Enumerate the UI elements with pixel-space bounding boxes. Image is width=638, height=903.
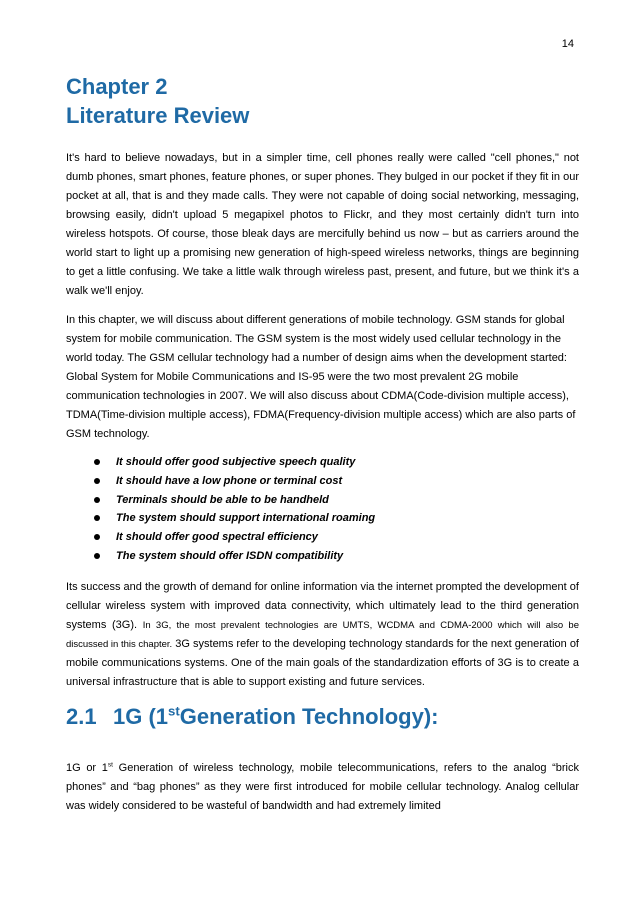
list-item: It should have a low phone or terminal cost	[66, 472, 579, 491]
paragraph-intro: It's hard to believe nowadays, but in a simpler time, cell phones really were called "cell phones," not dumb phones, smart phones, feature phones, or super phones. They bulged in our pocket if they fit in our pocket at all, that is and they made calls. They were not capable of doing social networking, messaging, browsing easily, didn't upload 5 megapixel photos to Flickr, and they most certainly didn't turn into wireless hotspots. Of course, those bleak days are mercifully behind us now – but as carriers around the world start to light up a promising new generation of high-speed wireless networks, things are beginning to get a little confusing. We take a little walk through wireless past, present, and future, but we think it's a walk we'll enjoy.	[66, 152, 579, 297]
list-item: The system should offer ISDN compatibility	[66, 547, 579, 566]
bullet-icon	[94, 534, 100, 540]
list-item: It should offer good spectral efficiency	[66, 528, 579, 547]
paragraph-gsm: In this chapter, we will discuss about different generations of mobile technology. GSM stands for global system for mobile communication. The GSM system is the most widely used cellular technology in the world today. The GSM cellular technology had a number of design aims when the development started: Global System for Mobile Communications and IS-95 were the two most prevalent 2G mobile communication technologies in 2007. We will also discuss about CDMA(Code-division multiple access), TDMA(Time-division multiple access), FDMA(Frequency-division multiple access) which are also parts of GSM technology.	[66, 314, 576, 440]
section-number: 2.1	[66, 704, 97, 729]
chapter-title: Literature Review	[66, 103, 250, 128]
chapter-heading	[66, 72, 586, 130]
list-item: The system should support international roaming	[66, 509, 579, 528]
paragraph-1g-part2: Generation of wireless technology, mobile telecommunications, refers to the analog “brick phones” and “bag phones” as they were first introduced for mobile cellular technology. Analog cellular was widely considered to be wasteful of bandwidth and had extremely limited	[66, 762, 579, 812]
section-title-sup: st	[168, 703, 180, 719]
bullet-icon	[94, 515, 100, 521]
section-title-part2: Generation Technology):	[179, 704, 439, 729]
bullet-icon	[94, 553, 100, 559]
design-aims-list	[66, 453, 579, 566]
bullet-icon	[94, 497, 100, 503]
chapter-number: Chapter 2	[66, 74, 168, 99]
page-number: 14	[561, 38, 574, 50]
paragraph-3g-part1: Its success and the growth of demand for online information via the internet prompted the development of cellular wireless system with improved data connectivity, which ultimately lead to the third generation systems (3G).	[66, 581, 579, 631]
bullet-icon	[94, 478, 100, 484]
list-item: It should offer good subjective speech quality	[66, 453, 579, 472]
paragraph-3g	[66, 578, 579, 692]
paragraph-3g-part2: 3G systems refer to the developing technology standards for the next generation of mobile communications systems. One of the main goals of the standardization efforts of 3G is to create a universal infrastructure that is able to support existing and future services.	[66, 638, 579, 688]
paragraph-1g-part1: 1G or 1	[66, 762, 108, 774]
paragraph-1g-sup: st	[107, 761, 113, 769]
paragraph-3g-small: In 3G, the most prevalent technologies are UMTS, WCDMA and CDMA-2000 which will also be discussed in this chapter.	[66, 620, 579, 650]
list-item: Terminals should be able to be handheld	[66, 491, 579, 510]
paragraph-1g	[66, 759, 579, 816]
section-title-part1: 1G (1	[113, 704, 169, 729]
section-heading	[66, 702, 586, 732]
bullet-icon	[94, 459, 100, 465]
